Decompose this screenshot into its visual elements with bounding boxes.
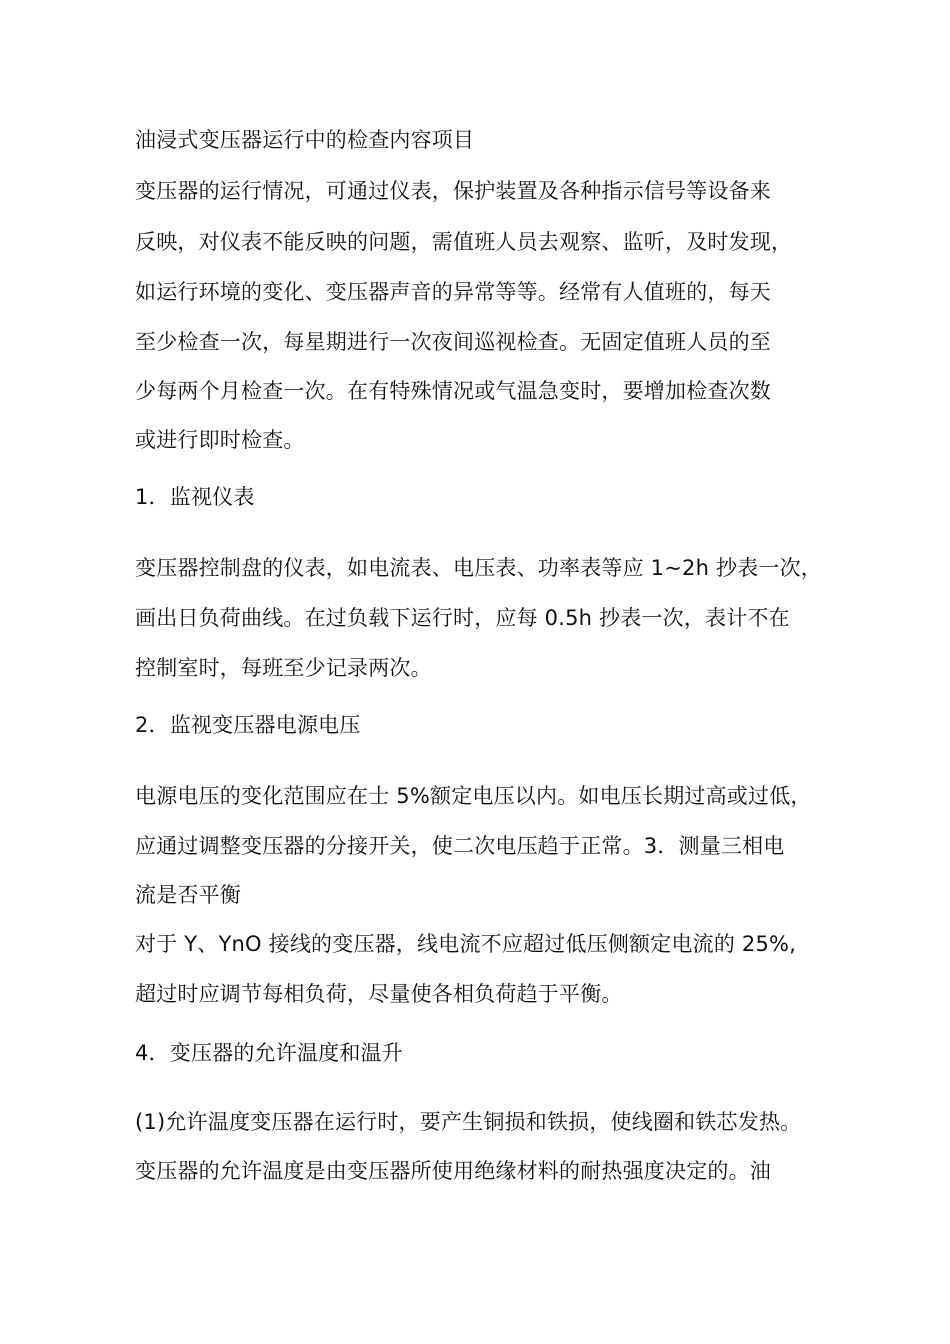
section-2-line-4: 对于 Y、YnO 接线的变压器，线电流不应超过低压侧额定电流的 25%, (135, 932, 797, 956)
section-1-heading: 1．监视仪表 (135, 485, 255, 509)
section-4-line-1: (1)允许温度变压器在运行时，要产生铜损和铁损，使线圈和铁芯发热。 (135, 1110, 802, 1134)
section-2-line-5: 超过时应调节每相负荷，尽量使各相负荷趋于平衡。 (135, 982, 623, 1006)
section-2-line-3: 流是否平衡 (135, 883, 241, 907)
intro-line-3: 如运行环境的变化、变压器声音的异常等等。经常有人值班的，每天 (135, 280, 771, 304)
intro-line-4: 至少检查一次，每星期进行一次夜间巡视检查。无固定值班人员的至 (135, 330, 771, 354)
intro-line-2: 反映，对仪表不能反映的问题，需值班人员去观察、监听，及时发现， (135, 230, 793, 254)
intro-line-1: 变压器的运行情况，可通过仪表，保护装置及各种指示信号等设备来 (135, 179, 771, 203)
section-2-heading: 2．监视变压器电源电压 (135, 713, 361, 737)
section-1-line-2: 画出日负荷曲线。在过负载下运行时，应每 0.5h 抄表一次，表计不在 (135, 606, 790, 630)
section-1-line-1: 变压器控制盘的仪表，如电流表、电压表、功率表等应 1~2h 抄表一次， (135, 556, 822, 580)
section-1-line-3: 控制室时，每班至少记录两次。 (135, 656, 432, 680)
section-4-line-2: 变压器的允许温度是由变压器所使用绝缘材料的耐热强度决定的。油 (135, 1159, 771, 1183)
intro-line-5: 少每两个月检查一次。在有特殊情况或气温急变时，要增加检查次数 (135, 379, 771, 403)
document-title: 油浸式变压器运行中的检查内容项目 (135, 128, 475, 152)
section-4-heading: 4．变压器的允许温度和温升 (135, 1041, 403, 1065)
section-2-line-1: 电源电压的变化范围应在士 5%额定电压以内。如电压长期过高或过低， (135, 784, 812, 808)
section-2-line-2: 应通过调整变压器的分接开关，使二次电压趋于正常。3．测量三相电 (135, 834, 785, 858)
intro-line-6: 或进行即时检查。 (135, 428, 305, 452)
